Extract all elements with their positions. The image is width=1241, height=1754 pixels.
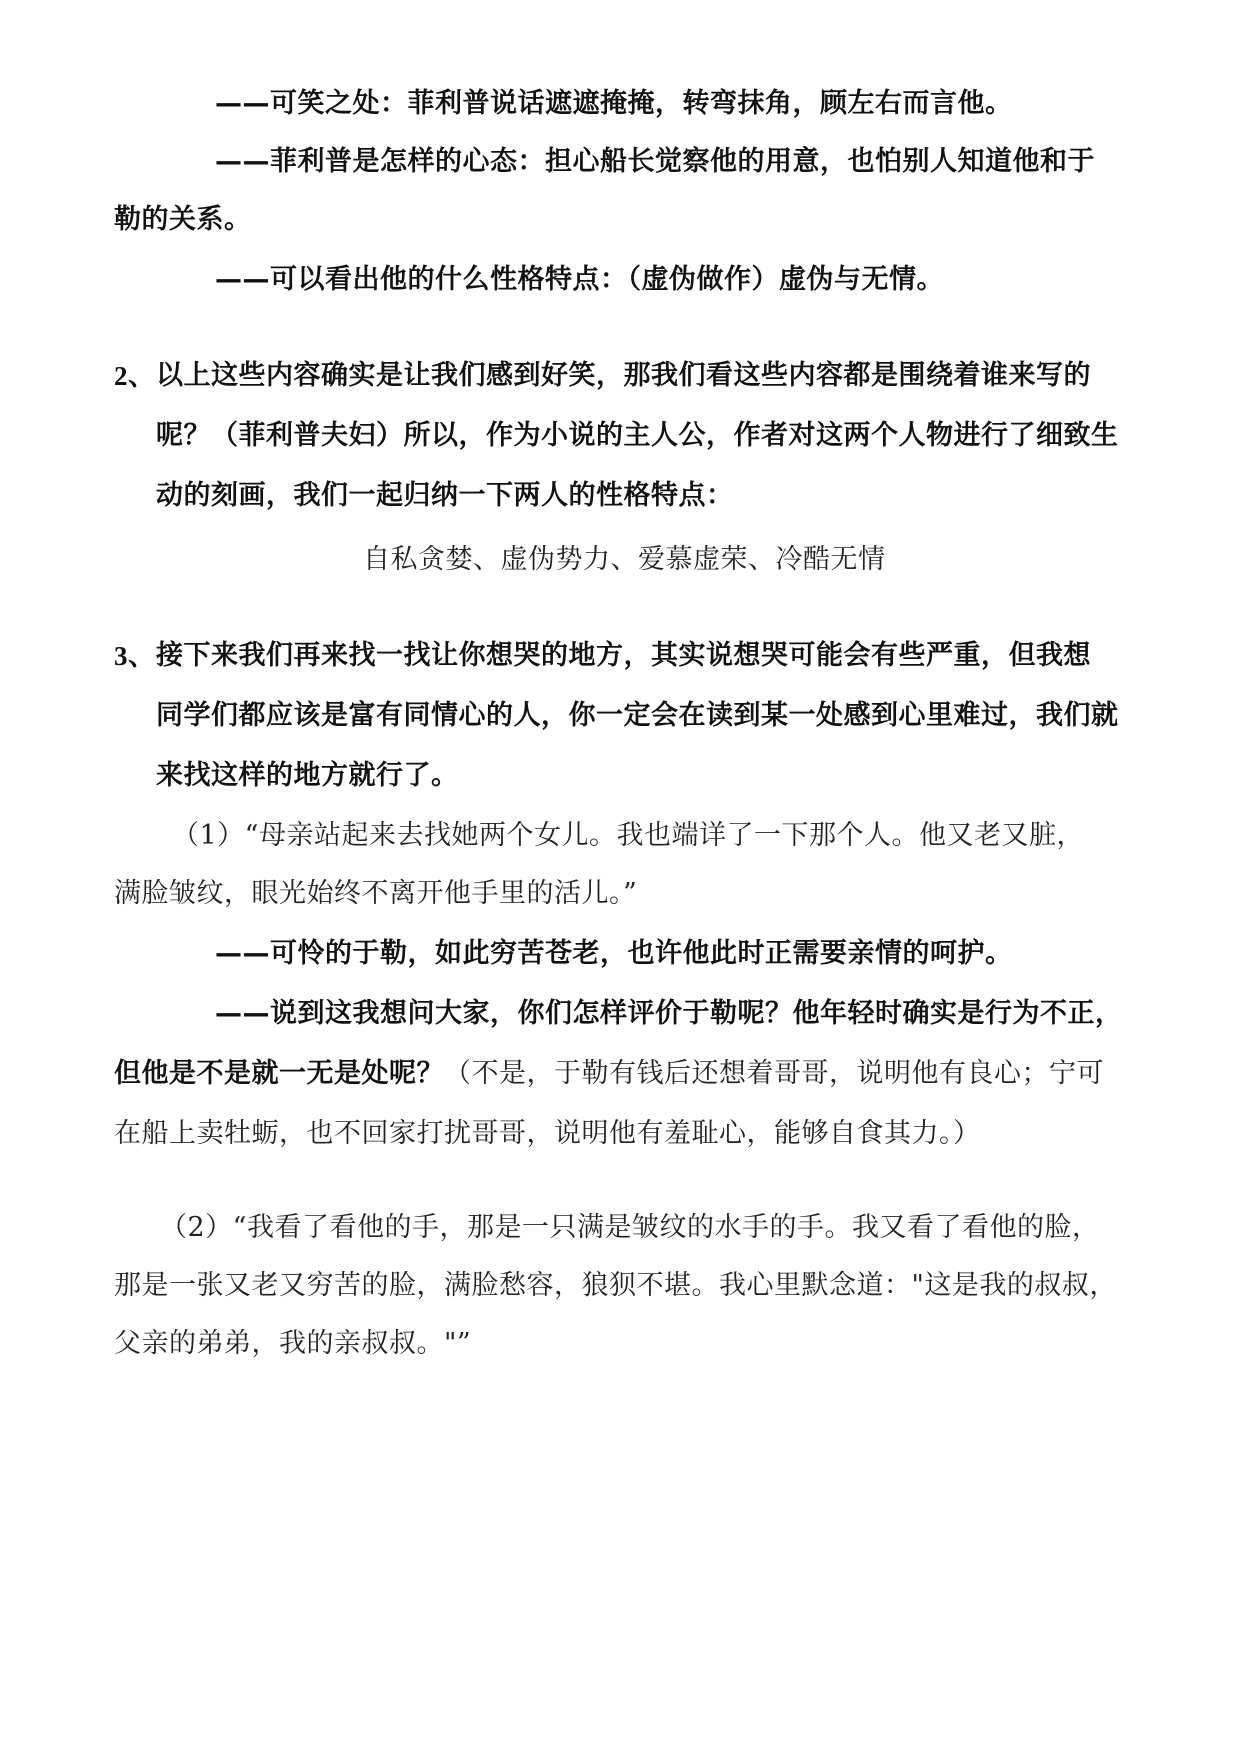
- item-2-quote-line-2: 那是一张又老又穷苦的脸，满脸愁容，狼狈不堪。我心里默念道："这是我的叔叔，: [114, 1270, 1117, 1301]
- item-1-comment-2-line-3: 在船上卖牡蛎，也不回家打扰哥哥，说明他有羞耻心，能够自食其力。）: [114, 1118, 981, 1149]
- item-1-comment-2-answer-start: （不是，于勒有钱后还想着哥哥，说明他有良心；宁可: [444, 1058, 1104, 1089]
- item-2-quote-line-3: 父亲的弟弟，我的亲叔叔。"”: [114, 1328, 472, 1359]
- question-2-line-1: 以上这些内容确实是让我们感到好笑，那我们看这些内容都是围绕着谁来写的: [156, 360, 1091, 391]
- question-2-line-3: 动的刻画，我们一起归纳一下两人的性格特点：: [156, 480, 734, 511]
- question-3-line-2: 同学们都应该是富有同情心的人，你一定会在读到某一处感到心里难过，我们就: [156, 700, 1119, 731]
- question-2-line-2: 呢？（菲利普夫妇）所以，作为小说的主人公，作者对这两个人物进行了细致生: [156, 420, 1119, 451]
- item-1-quote-line-1: （1）“母亲站起来去找她两个女儿。我也端详了一下那个人。他又老又脏，: [172, 820, 1084, 851]
- item-1-comment-1: ——可怜的于勒，如此穷苦苍老，也许他此时正需要亲情的呵护。: [215, 938, 1013, 969]
- item-1-comment-2-line-2: [114, 1054, 1104, 1094]
- question-3-line-1: 接下来我们再来找一找让你想哭的地方，其实说想哭可能会有些严重，但我想: [156, 640, 1091, 671]
- question-2-answer: 自私贪婪、虚伪势力、爱慕虚荣、冷酷无情: [363, 544, 886, 575]
- question-3-number: 3、: [114, 641, 156, 671]
- question-3-line-3: 来找这样的地方就行了。: [156, 760, 459, 791]
- character-line: ——可以看出他的什么性格特点：（虚伪做作）虚伪与无情。: [215, 264, 944, 295]
- mindset-line-2: 勒的关系。: [114, 204, 252, 235]
- item-1-quote-line-2: 满脸皱纹，眼光始终不离开他手里的活儿。”: [114, 878, 638, 909]
- mindset-line-1: ——菲利普是怎样的心态：担心船长觉察他的用意，也怕别人知道他和于: [215, 146, 1095, 177]
- item-1-comment-2-line-1: ——说到这我想问大家，你们怎样评价于勒呢？他年轻时确实是行为不正，: [215, 998, 1123, 1029]
- item-1-comment-2-question: 但他是不是就一无是处呢？: [114, 1058, 444, 1089]
- question-2-number: 2、: [114, 361, 156, 391]
- item-2-quote-line-1: （2）“我看了看他的手，那是一只满是皱纹的水手的手。我又看了看他的脸，: [160, 1212, 1100, 1243]
- funny-point-line: ——可笑之处：菲利普说话遮遮掩掩，转弯抹角，顾左右而言他。: [215, 88, 1013, 119]
